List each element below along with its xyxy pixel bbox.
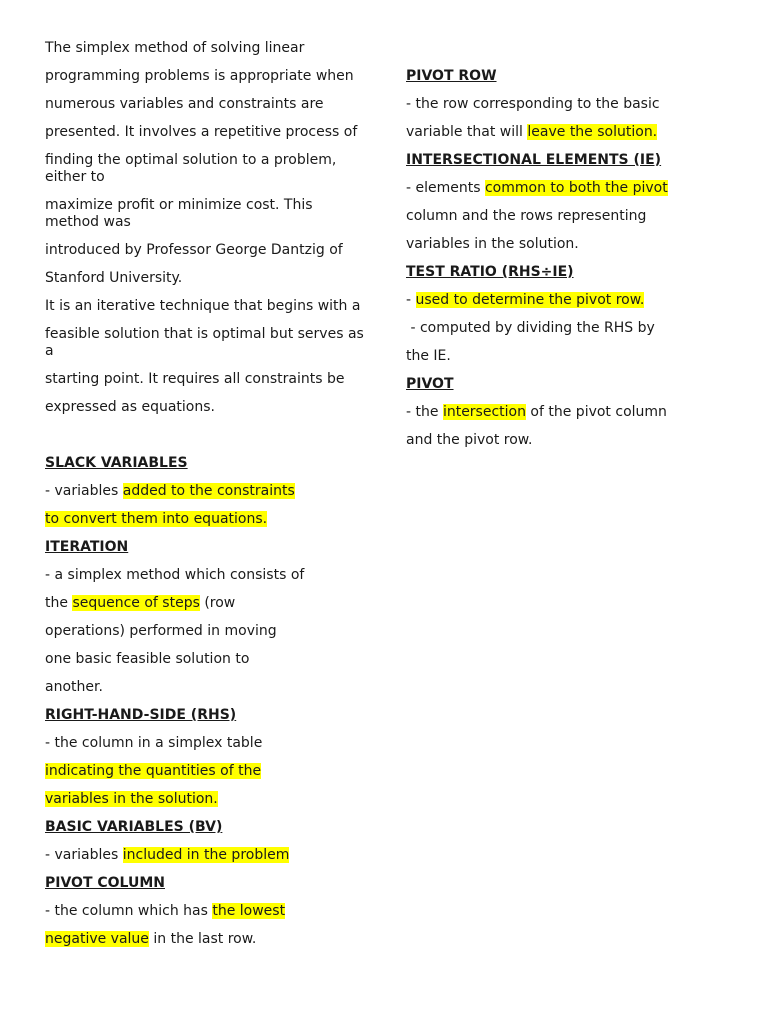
intro-line: introduced by Professor George Dantzig of: [45, 242, 343, 258]
definition-line: [406, 180, 736, 197]
text-run: - the column which has: [45, 903, 213, 919]
intro-line: feasible solution that is optimal but serves as a: [45, 326, 364, 359]
definition-line: [45, 511, 365, 528]
definition-line: [406, 124, 736, 141]
section-basic-variables: [45, 819, 365, 864]
spacer: [45, 427, 365, 455]
highlighted-text: sequence of steps: [72, 595, 200, 611]
definition-line: variables in the solution.: [406, 236, 579, 252]
intro-paragraph: [45, 40, 365, 416]
definition-line: [45, 847, 365, 864]
text-run: - variables: [45, 847, 123, 863]
definition-line: [45, 903, 365, 920]
definition-line: the IE.: [406, 348, 451, 364]
intro-line: programming problems is appropriate when: [45, 68, 354, 84]
section-heading: ITERATION: [45, 539, 129, 555]
highlighted-text: indicating the quantities of the: [45, 763, 262, 779]
definition-line: operations) performed in moving: [45, 623, 277, 639]
text-run: - variables: [45, 483, 123, 499]
definition-line: [45, 931, 365, 948]
definition-line: and the pivot row.: [406, 432, 533, 448]
definition-line: [45, 483, 365, 500]
highlighted-text: variables in the solution.: [45, 791, 218, 807]
right-column: [406, 68, 736, 460]
section-pivot: [406, 376, 736, 449]
highlighted-text: negative value: [45, 931, 149, 947]
section-heading: PIVOT: [406, 376, 454, 392]
intro-line: The simplex method of solving linear: [45, 40, 305, 56]
highlighted-text: the lowest: [212, 903, 286, 919]
section-heading: SLACK VARIABLES: [45, 455, 188, 471]
section-slack-variables: [45, 455, 365, 528]
text-run: variable that will: [406, 124, 528, 140]
section-heading: PIVOT ROW: [406, 68, 497, 84]
section-rhs: [45, 707, 365, 808]
text-run: in the last row.: [148, 931, 257, 947]
intro-line: starting point. It requires all constraints be: [45, 371, 345, 387]
definition-line: [406, 292, 736, 309]
definition-line: - a simplex method which consists of: [45, 567, 305, 583]
definition-line: [406, 404, 736, 421]
intro-line: It is an iterative technique that begins with a: [45, 298, 361, 314]
definition-line: one basic feasible solution to: [45, 651, 250, 667]
intro-line: numerous variables and constraints are: [45, 96, 324, 112]
section-heading: RIGHT-HAND-SIDE (RHS): [45, 707, 237, 723]
section-pivot-row: [406, 68, 736, 141]
section-intersectional-elements: [406, 152, 736, 253]
section-test-ratio: [406, 264, 736, 365]
highlighted-text: intersection: [442, 404, 526, 420]
intro-line: finding the optimal solution to a problem, either to: [45, 152, 337, 185]
definition-line: - the column in a simplex table: [45, 735, 263, 751]
definition-line: [45, 763, 365, 780]
section-heading: INTERSECTIONAL ELEMENTS (IE): [406, 152, 662, 168]
intro-line: Stanford University.: [45, 270, 183, 286]
highlighted-text: added to the constraints: [122, 483, 295, 499]
text-run: -: [406, 292, 416, 308]
section-heading: BASIC VARIABLES (BV): [45, 819, 223, 835]
intro-line: maximize profit or minimize cost. This method was: [45, 197, 313, 230]
definition-line: [45, 791, 365, 808]
definition-line: [45, 595, 365, 612]
section-pivot-column: [45, 875, 365, 948]
definition-line: another.: [45, 679, 103, 695]
intro-line: presented. It involves a repetitive process of: [45, 124, 358, 140]
section-iteration: [45, 539, 365, 696]
highlighted-text: to convert them into equations.: [45, 511, 268, 527]
section-heading: TEST RATIO (RHS÷IE): [406, 264, 574, 280]
text-run: (row: [199, 595, 236, 611]
highlighted-text: included in the problem: [122, 847, 290, 863]
text-run: - elements: [406, 180, 485, 196]
left-column: [45, 40, 365, 959]
highlighted-text: used to determine the pivot row.: [415, 292, 645, 308]
definition-line: - computed by dividing the RHS by: [406, 320, 655, 336]
text-run: - the: [406, 404, 443, 420]
definition-line: - the row corresponding to the basic: [406, 96, 660, 112]
text-run: the: [45, 595, 73, 611]
highlighted-text: common to both the pivot: [484, 180, 668, 196]
definition-line: column and the rows representing: [406, 208, 647, 224]
intro-line: expressed as equations.: [45, 399, 215, 415]
text-run: of the pivot column: [525, 404, 667, 420]
section-heading: PIVOT COLUMN: [45, 875, 165, 891]
highlighted-text: leave the solution.: [527, 124, 658, 140]
